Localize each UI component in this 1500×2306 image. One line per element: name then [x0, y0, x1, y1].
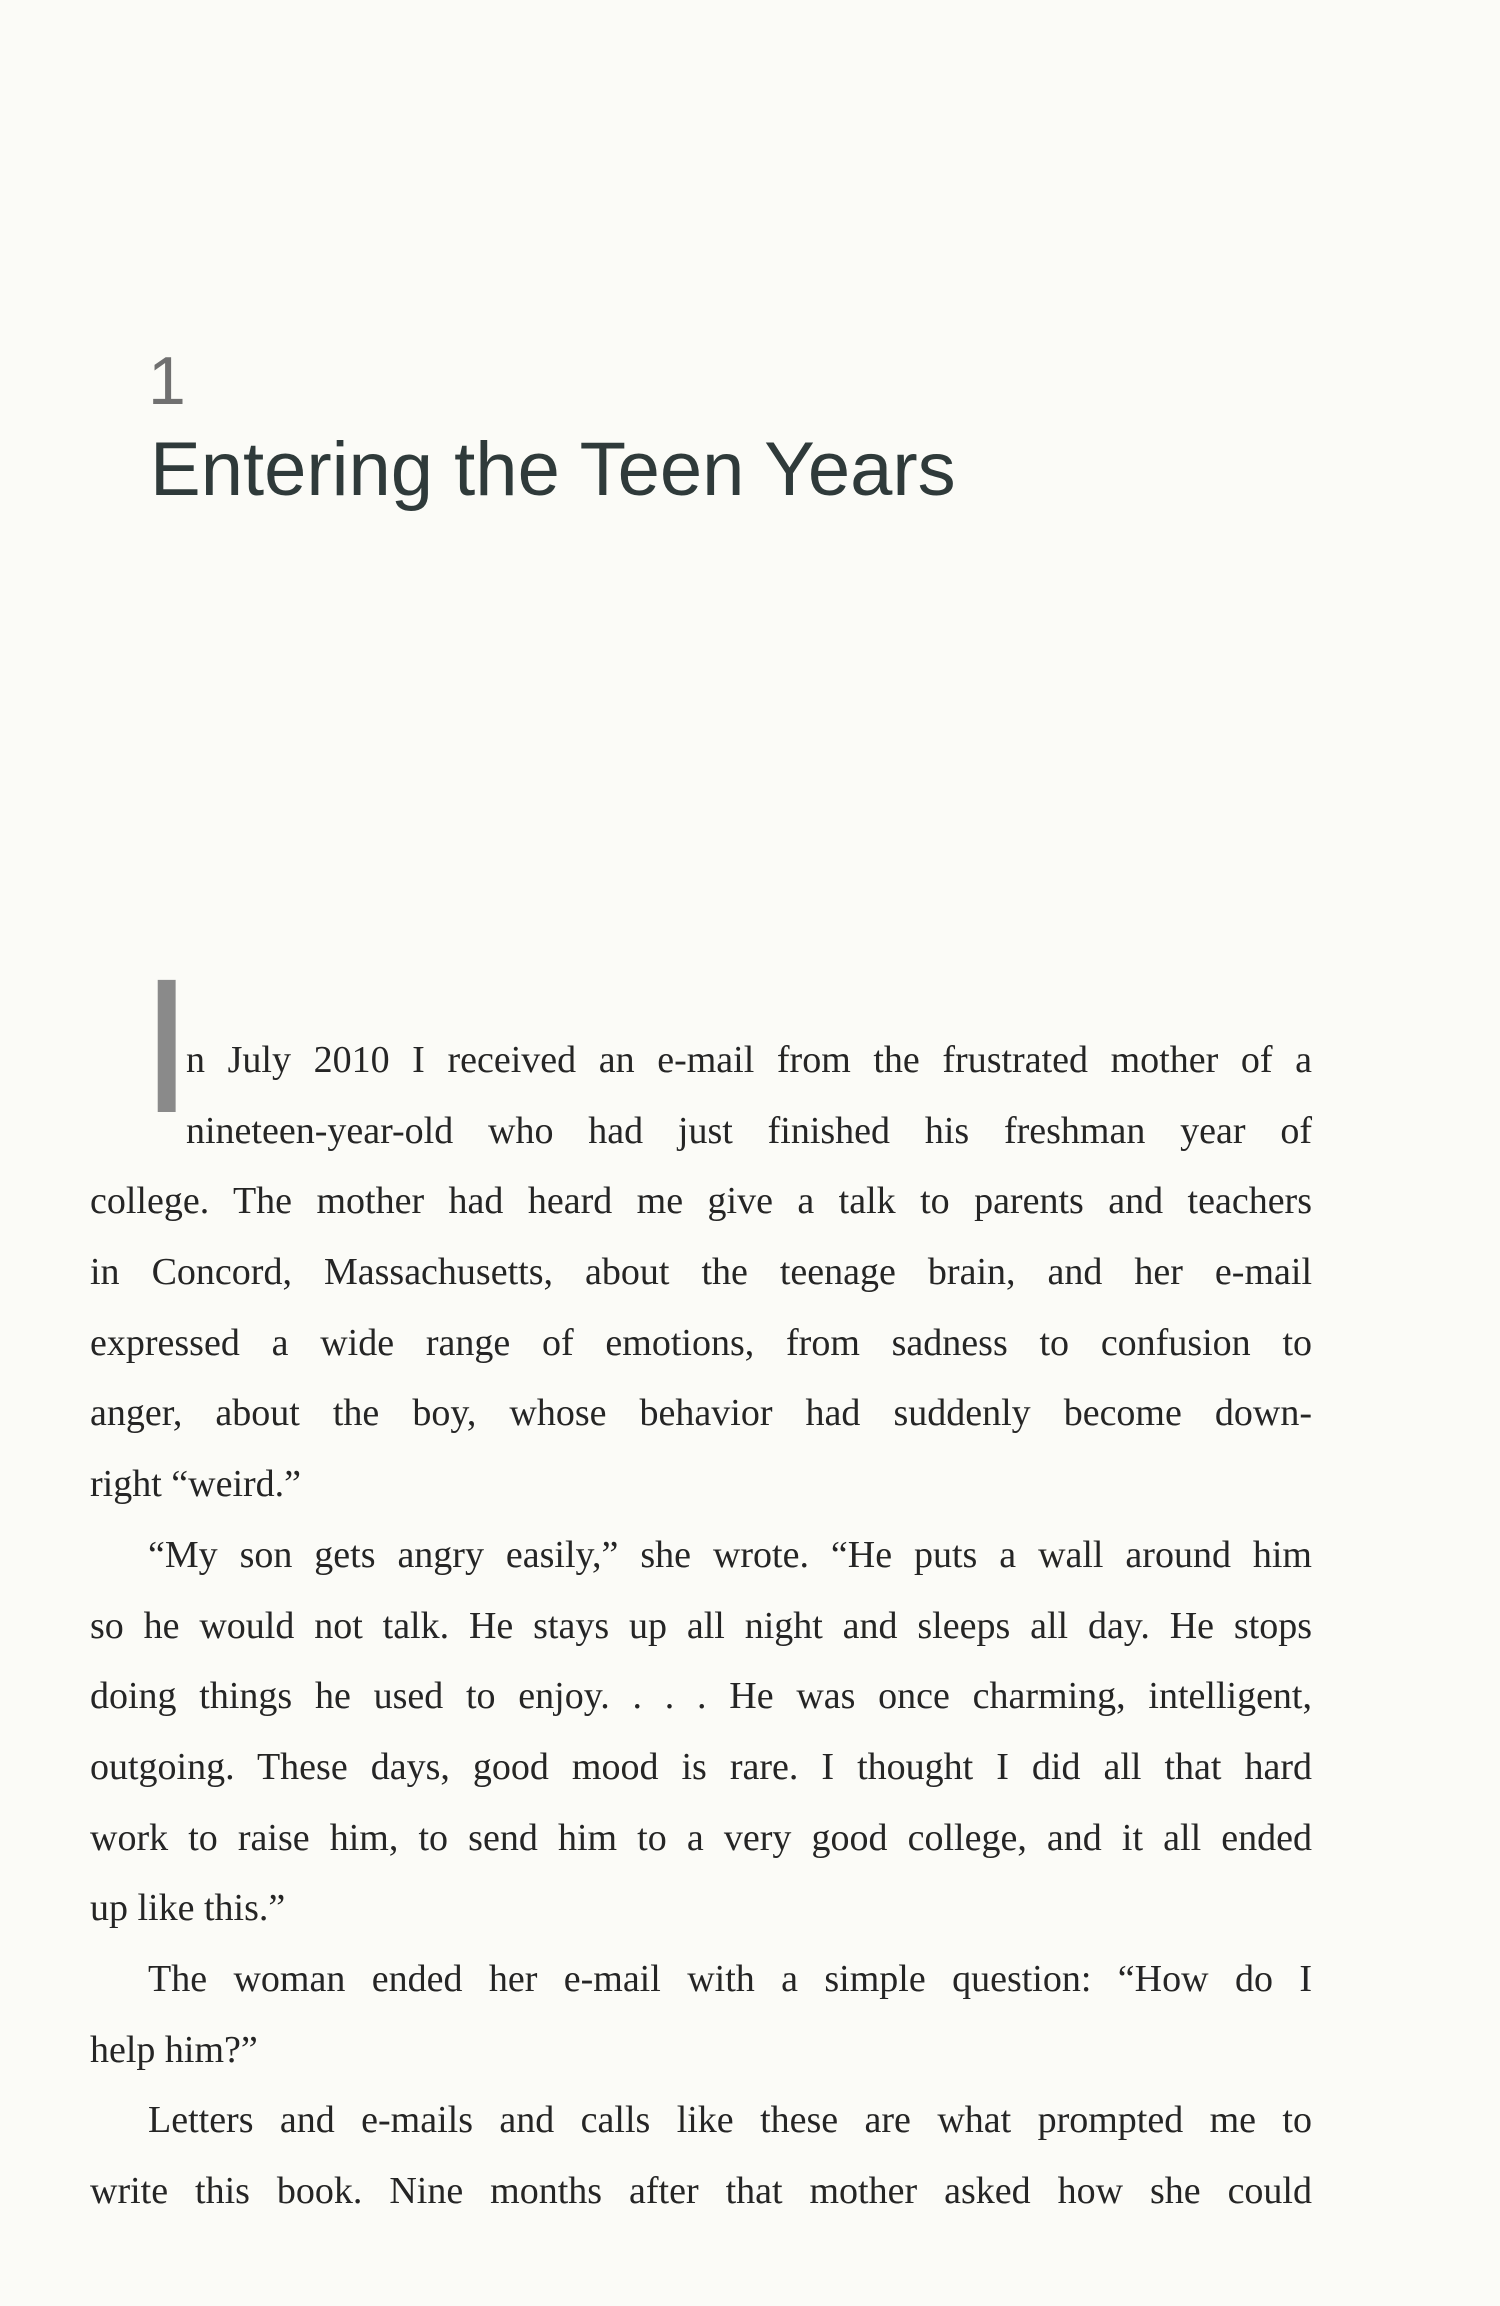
chapter-number: 1	[148, 343, 186, 419]
text-line: write this book. Nine months after that mother asked how she could	[90, 2170, 1312, 2212]
text-line: outgoing. These days, good mood is rare. I thought I did all that hard	[90, 1745, 1312, 1788]
text-line: doing things he used to enjoy. . . . He was once charming, intelligent,	[90, 1675, 1312, 1718]
text-line: right “weird.”	[90, 1463, 302, 1506]
text-line: expressed a wide range of emotions, from sadness to confusion to	[90, 1321, 1312, 1364]
text-line: help him?”	[90, 2028, 258, 2071]
body-text	[90, 1025, 1312, 2227]
text-line: in Concord, Massachusetts, about the teenage brain, and her e-mail	[90, 1251, 1312, 1294]
text-line: work to raise him, to send him to a very good college, and it all ended	[90, 1816, 1312, 1859]
text-line: anger, about the boy, whose behavior had suddenly become down-	[90, 1392, 1312, 1435]
text-line: “My son gets angry easily,” she wrote. “He puts a wall around him	[148, 1533, 1312, 1576]
text-line: n July 2010 I received an e-mail from the frustrated mother of a	[186, 1039, 1312, 1081]
text-line: up like this.”	[90, 1887, 286, 1930]
text-line: Letters and e-mails and calls like these are what prompted me to	[148, 2099, 1312, 2142]
text-line: so he would not talk. He stays up all night and sleeps all day. He stops	[90, 1604, 1312, 1647]
chapter-title: Entering the Teen Years	[150, 427, 956, 512]
text-line: college. The mother had heard me give a talk to parents and teachers	[90, 1180, 1312, 1223]
text-line: The woman ended her e-mail with a simple question: “How do I	[148, 1957, 1312, 2000]
drop-cap: I	[140, 938, 194, 1153]
text-line: nineteen-year-old who had just finished his freshman year of	[186, 1109, 1312, 1152]
